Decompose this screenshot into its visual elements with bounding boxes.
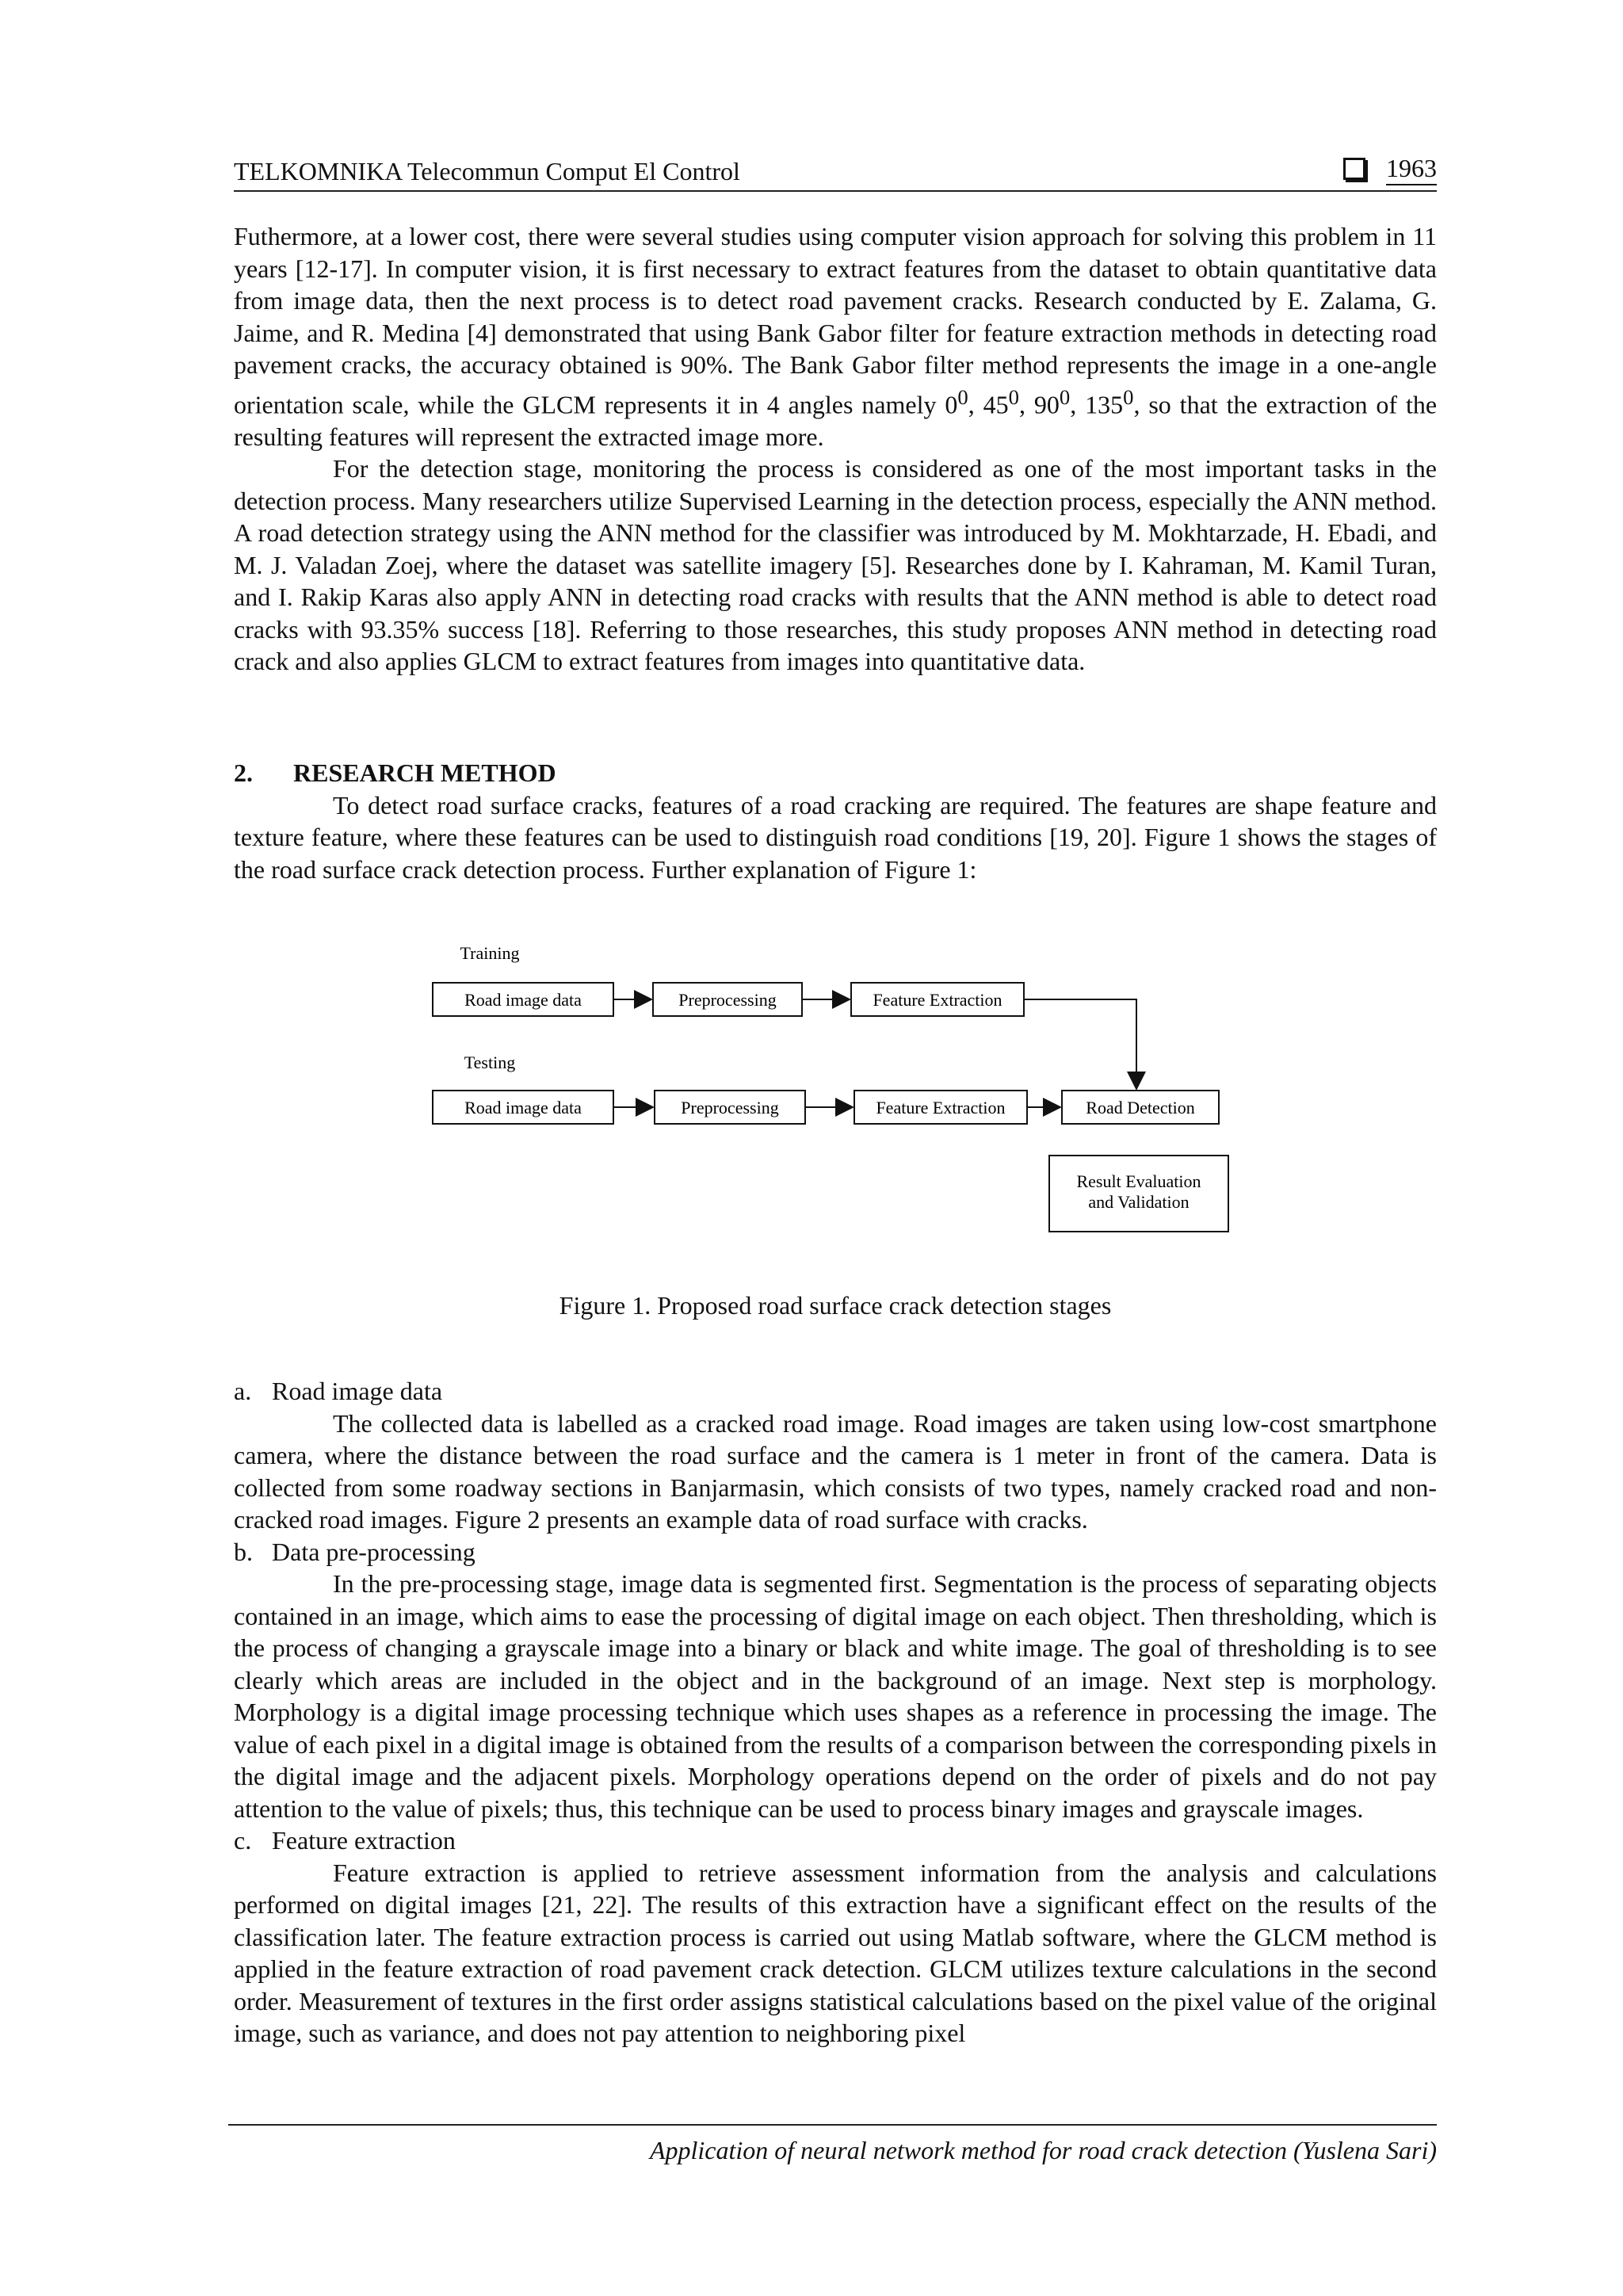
train-preprocessing-label: Preprocessing bbox=[678, 990, 777, 1010]
intro-p1-text-b: , 90 bbox=[1018, 390, 1060, 419]
figure-1-caption: Figure 1. Proposed road surface crack detection stages bbox=[559, 1291, 1112, 1320]
stage-descriptions bbox=[234, 1375, 1437, 2050]
item-c-heading bbox=[234, 1824, 1437, 1857]
superscript: 0 bbox=[1123, 384, 1134, 409]
train-road-image-label: Road image data bbox=[464, 990, 582, 1010]
intro-p1-text: Futhermore, at a lower cost, there were several studies using computer vision approach for solving this problem in 11 years [12-17]. In computer vision, it is first necessary to extract features from the dataset to obtain quantitative data from image data, then the next process is to detect road pavement cracks. Research conducted by E. Zalama, G. Jaime, and R. Medina [4] demonstrated that using Bank Gabor filter for feature extraction methods in detecting road pavement cracks, the accuracy obtained is 90%. The Bank Gabor filter method represents the image in a one-angle orientation scale, while the GLCM represents it in 4 angles namely 0 bbox=[234, 222, 1437, 419]
superscript: 0 bbox=[1059, 384, 1071, 409]
item-c-text: Feature extraction is applied to retrieve assessment information from the analysis and calculations performed on digital images [21, 22]. The results of this extraction have a significant effect on the results of the classification later. The feature extraction process is carried out using Matlab software, where the GLCM method is applied in the feature extraction of road pavement crack detection. GLCM utilizes texture calculations in the second order. Measurement of textures in the first order assigns statistical calculations based on the pixel value of the original image, such as variance, and does not pay attention to neighboring pixel bbox=[234, 1858, 1437, 2047]
section-number: 2. bbox=[234, 758, 253, 787]
train-feature-extraction-label: Feature Extraction bbox=[873, 990, 1002, 1010]
road-detection-label: Road Detection bbox=[1086, 1098, 1195, 1117]
item-letter: b. bbox=[234, 1537, 253, 1566]
section-research-method bbox=[234, 757, 1437, 885]
superscript: 0 bbox=[957, 384, 968, 409]
intro-paragraph-2: For the detection stage, monitoring the process is considered as one of the most important tasks in the detection process. Many researchers utilize Supervised Learning in the detection process, especially the ANN method. A road detection strategy using the ANN method for the classifier was introduced by M. Mokhtarzade, H. Ebadi, and M. J. Valadan Zoej, where the dataset was satellite imagery [5]. Researches done by I. Kahraman, M. Kamil Turan, and I. Rakip Karas also apply ANN in detecting road cracks with results that the ANN method is able to detect road cracks with 93.35% success [18]. Referring to those researches, this study proposes ANN method in detecting road crack and also applies GLCM to extract features from images into quantitative data. bbox=[234, 454, 1437, 676]
intro-text bbox=[234, 220, 1437, 678]
square-icon bbox=[1343, 158, 1365, 180]
item-letter: c. bbox=[234, 1826, 252, 1855]
page-number: 1963 bbox=[1386, 152, 1437, 185]
item-a-heading bbox=[234, 1375, 1437, 1408]
test-feature-extraction-label: Feature Extraction bbox=[876, 1098, 1006, 1117]
item-b-heading bbox=[234, 1536, 1437, 1568]
section-paragraph-1: To detect road surface cracks, features of a road cracking are required. The features are shape feature and texture feature, where these features can be used to distinguish road conditions [19, 20]. Figure 1 shows the stages of the road surface crack detection process. Further explanation of Figure 1: bbox=[234, 790, 1437, 884]
test-road-image-label: Road image data bbox=[464, 1098, 582, 1117]
intro-p1-text-end: , so that the extraction of the resulting features will represent the extracted image more. bbox=[234, 390, 1438, 451]
item-title: Road image data bbox=[272, 1377, 443, 1405]
journal-title: TELKOMNIKA Telecommun Comput El Control bbox=[234, 157, 740, 185]
item-b-text: In the pre-processing stage, image data is segmented first. Segmentation is the process of separating objects contained in an image, which aims to ease the processing of digital image on each object. Then thresholding, which is the process of changing a grayscale image into a binary or black and white image. The goal of thresholding is to see clearly which areas are included in the object and in the background of an image. Next step is morphology. Morphology is a digital image processing technique which uses shapes as a reference in processing the image. The value of each pixel in a digital image is obtained from the results of a comparison between the corresponding pixels in the digital image and the adjacent pixels. Morphology operations depend on the order of pixels and do not pay attention to the value of pixels; thus, this technique can be used to process binary images and grayscale images. bbox=[234, 1569, 1437, 1823]
intro-p1-text-c: , 135 bbox=[1070, 390, 1124, 419]
section-heading bbox=[234, 757, 1437, 789]
test-preprocessing-label: Preprocessing bbox=[681, 1098, 779, 1117]
page-footer: Application of neural network method for road crack detection (Yuslena Sari) bbox=[228, 2124, 1437, 2168]
result-evaluation-line1: Result Evaluation bbox=[1076, 1171, 1201, 1191]
item-title: Data pre-processing bbox=[272, 1537, 475, 1566]
arrow-to-detection bbox=[1024, 999, 1136, 1087]
intro-p1-text-a: , 45 bbox=[968, 390, 1009, 419]
superscript: 0 bbox=[1008, 384, 1019, 409]
item-a-text: The collected data is labelled as a cracked road image. Road images are taken using low-cost smartphone camera, where the distance between the road surface and the camera is 1 meter in front of the camera. Data is collected from some roadway sections in Banjarmasin, which consists of two types, namely cracked road and non-cracked road images. Figure 2 presents an example data of road surface with cracks. bbox=[234, 1408, 1437, 1534]
page-header bbox=[234, 152, 1437, 192]
testing-label: Testing bbox=[464, 1052, 516, 1072]
item-letter: a. bbox=[234, 1377, 252, 1405]
result-evaluation-line2: and Validation bbox=[1088, 1192, 1190, 1212]
intro-paragraph-1 bbox=[234, 220, 1437, 453]
item-title: Feature extraction bbox=[272, 1826, 456, 1855]
page-number-group bbox=[1343, 152, 1437, 185]
figure-1-diagram bbox=[412, 935, 1244, 1268]
training-label: Training bbox=[460, 943, 520, 963]
section-title: RESEARCH METHOD bbox=[293, 758, 556, 787]
